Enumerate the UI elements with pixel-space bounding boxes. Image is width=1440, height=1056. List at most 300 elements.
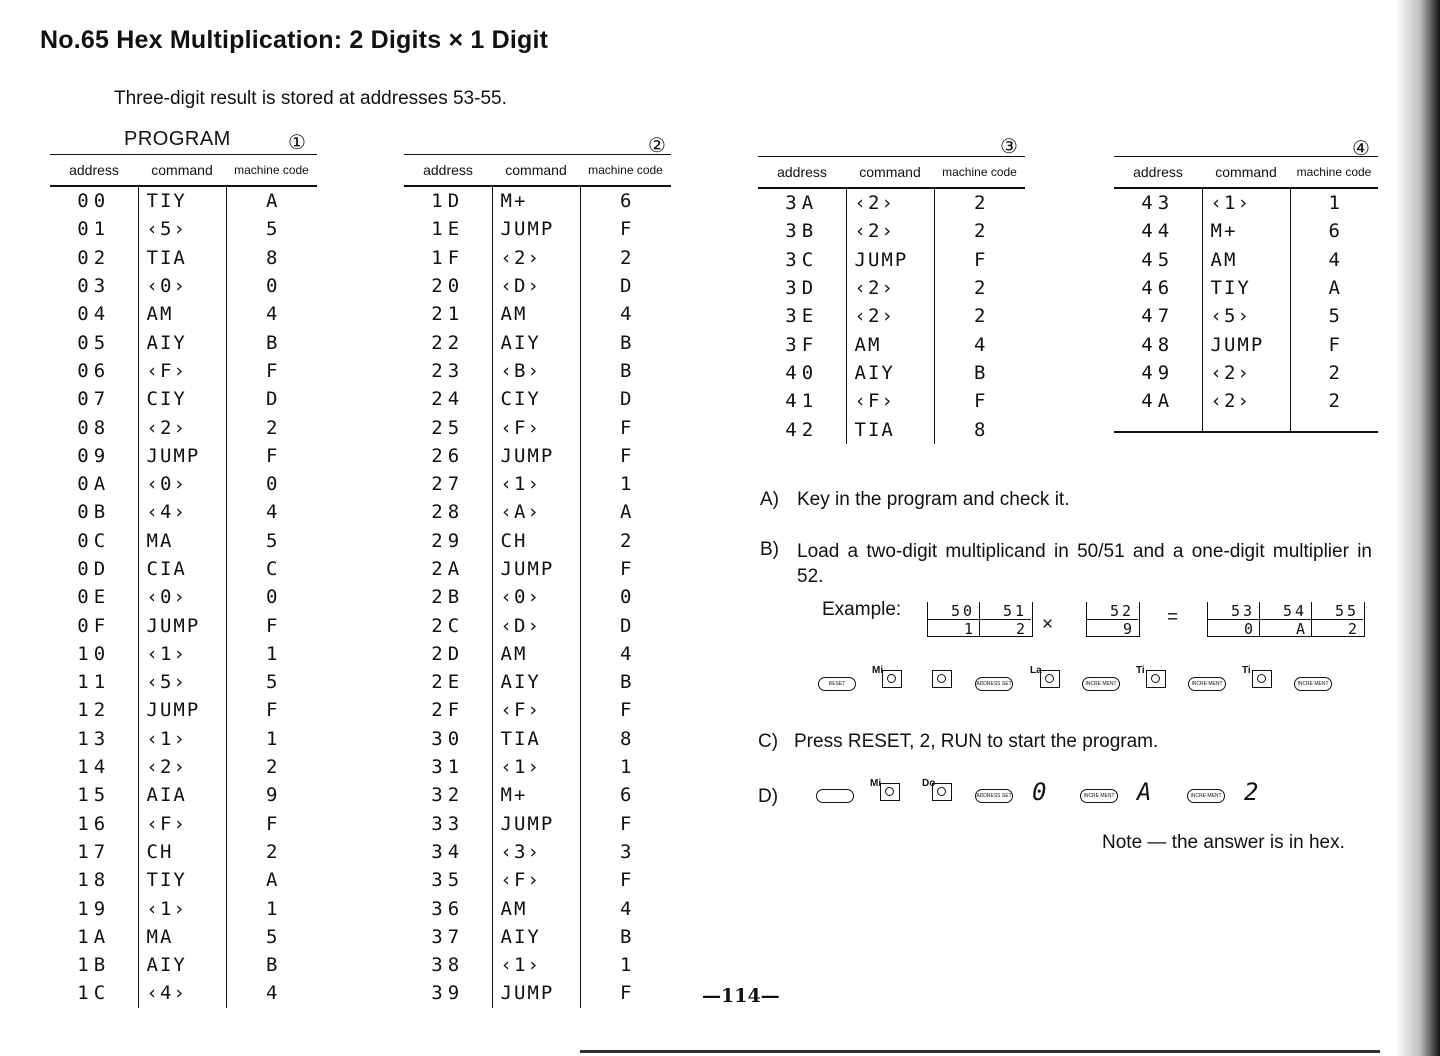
cell-machine-code: 8 (266, 246, 278, 269)
cell-address: 1B (50, 951, 138, 979)
cell-command: ‹0› (138, 583, 226, 611)
program-table-2 (404, 154, 671, 1008)
increment-key-d2: INCRE MENT (1187, 789, 1225, 803)
step-a-label: A) (760, 489, 779, 510)
example-value: A (1295, 620, 1305, 638)
table-row (50, 527, 317, 555)
cell-machine-code: 2 (974, 220, 986, 243)
display-digit-2: A (1137, 778, 1152, 806)
example-cell (1312, 602, 1363, 636)
cell-address: 1A (50, 923, 138, 951)
table-row (50, 272, 317, 300)
cell-address: 08 (50, 413, 138, 441)
cell-address: 26 (404, 442, 492, 470)
cell-command: JUMP (846, 246, 934, 274)
table-row (758, 274, 1025, 302)
cell-address: 48 (1114, 330, 1202, 358)
cell-address: 43 (1114, 188, 1202, 217)
table-row (404, 385, 671, 413)
example-address: 55 (1334, 602, 1359, 620)
cell-command: ‹F› (138, 357, 226, 385)
cell-address: 28 (404, 498, 492, 526)
header-address: address (50, 155, 138, 187)
cell-machine-code: 4 (620, 897, 632, 920)
cell-address: 3E (758, 302, 846, 330)
cell-address: 10 (50, 640, 138, 668)
cell-machine-code: 3 (620, 840, 632, 863)
table-row (404, 753, 671, 781)
table-row (50, 413, 317, 441)
cell-command: ‹2› (492, 244, 580, 272)
example-value: 1 (963, 620, 973, 638)
cell-command: ‹1› (492, 951, 580, 979)
table-row (404, 470, 671, 498)
cell-machine-code: 5 (266, 671, 278, 694)
cell-command: ‹D› (492, 611, 580, 639)
cell-address: 36 (404, 894, 492, 922)
cell-command: ‹1› (138, 725, 226, 753)
step-b-text: Load a two-digit multiplicand in 50/51 and a one-digit multiplier in 52. (797, 541, 1372, 587)
page-title: No.65 Hex Multiplication: 2 Digits × 1 Digit (40, 26, 549, 54)
table-row (1114, 302, 1378, 330)
cell-machine-code: 2 (974, 192, 986, 215)
cell-command: M+ (1202, 217, 1290, 245)
cell-command: ‹F› (492, 413, 580, 441)
table-row (404, 894, 671, 922)
cell-address: 21 (404, 300, 492, 328)
cell-machine-code: 4 (1328, 248, 1340, 271)
cell-machine-code: 5 (266, 925, 278, 948)
step-a-text: Key in the program and check it. (797, 489, 1070, 510)
page-bottom-edge (580, 1050, 1380, 1053)
cell-command: ‹2› (846, 188, 934, 217)
cell-machine-code: B (974, 361, 986, 384)
cell-machine-code: 2 (620, 529, 632, 552)
header-address: address (758, 157, 846, 189)
cell-machine-code: F (620, 869, 632, 892)
key-0 (922, 668, 954, 692)
cell-machine-code: D (266, 388, 278, 411)
cell-machine-code: A (1328, 277, 1340, 300)
cell-command: TIY (1202, 274, 1290, 302)
example-address: 54 (1282, 602, 1307, 620)
cell-address: 02 (50, 244, 138, 272)
cell-command: MA (138, 923, 226, 951)
table-row (404, 810, 671, 838)
program-table-1 (50, 154, 317, 1008)
cell-address: 0F (50, 611, 138, 639)
table-row (50, 498, 317, 526)
cell-command: M+ (492, 781, 580, 809)
cell-machine-code: A (266, 190, 278, 213)
table-row (404, 555, 671, 583)
cell-command: AIY (492, 668, 580, 696)
cell-command: M+ (492, 186, 580, 215)
cell-command: JUMP (138, 442, 226, 470)
cell-command: ‹2› (846, 217, 934, 245)
cell-machine-code: B (620, 671, 632, 694)
cell-address: 23 (404, 357, 492, 385)
table-row (50, 186, 317, 215)
cell-command: TIA (138, 244, 226, 272)
cell-command: AIY (138, 951, 226, 979)
table-row (758, 330, 1025, 358)
cell-command: JUMP (492, 810, 580, 838)
table-row (404, 866, 671, 894)
header-command: command (846, 157, 934, 189)
cell-address: 34 (404, 838, 492, 866)
table-row (50, 215, 317, 243)
key-do-d: Do (922, 781, 954, 805)
cell-command: ‹5› (138, 668, 226, 696)
cell-machine-code: 9 (266, 784, 278, 807)
key-1-la: La (1030, 668, 1062, 692)
cell-command: ‹2› (1202, 387, 1290, 415)
header-command: command (138, 155, 226, 187)
cell-command: AM (492, 640, 580, 668)
cell-machine-code: F (1328, 333, 1340, 356)
page-edge-shadow (1376, 0, 1440, 1056)
cell-address: 05 (50, 328, 138, 356)
header-machine-code: machine code (1290, 157, 1378, 189)
table-row (50, 696, 317, 724)
table-row (50, 470, 317, 498)
cell-address: 01 (50, 215, 138, 243)
cell-address: 0A (50, 470, 138, 498)
cell-machine-code: F (620, 558, 632, 580)
cell-address: 2A (404, 555, 492, 583)
table-row (404, 838, 671, 866)
table-row (50, 300, 317, 328)
table-row (404, 272, 671, 300)
example-label: Example: (822, 599, 902, 620)
cell-command: ‹2› (846, 274, 934, 302)
cell-command: ‹2› (1202, 359, 1290, 387)
cell-address: 4A (1114, 387, 1202, 415)
cell-machine-code: F (266, 444, 278, 467)
table-row (1114, 274, 1378, 302)
cell-machine-code: 2 (974, 277, 986, 300)
cell-address: 0B (50, 498, 138, 526)
cell-address: 1F (404, 244, 492, 272)
cell-address: 2E (404, 668, 492, 696)
cell-command: AIY (846, 359, 934, 387)
example-address: 52 (1109, 602, 1134, 620)
table-row (50, 866, 317, 894)
table-row (404, 923, 671, 951)
cell-machine-code: A (266, 869, 278, 892)
cell-address: 1E (404, 215, 492, 243)
table-row (1114, 387, 1378, 415)
cell-command: AIA (138, 781, 226, 809)
table-row (758, 359, 1025, 387)
cell-command: ‹2› (846, 302, 934, 330)
cell-address: 16 (50, 810, 138, 838)
example-value: 9 (1122, 620, 1132, 638)
table-row (1114, 217, 1378, 245)
cell-machine-code: F (620, 416, 632, 439)
cell-machine-code: 6 (620, 784, 632, 807)
cell-address: 2F (404, 696, 492, 724)
cell-address: 13 (50, 725, 138, 753)
example-cell (1208, 602, 1260, 636)
cell-machine-code: F (620, 444, 632, 467)
cell-machine-code: F (620, 812, 632, 835)
cell-machine-code: 1 (620, 473, 632, 496)
cell-command: CIA (138, 555, 226, 583)
table-row (50, 328, 317, 356)
cell-address: 3F (758, 330, 846, 358)
cell-command: ‹1› (138, 640, 226, 668)
cell-address: 12 (50, 696, 138, 724)
cell-address: 32 (404, 781, 492, 809)
cell-command: ‹4› (138, 498, 226, 526)
cell-machine-code: D (620, 614, 632, 637)
cell-machine-code: B (620, 925, 632, 948)
cell-address: 1C (50, 979, 138, 1007)
cell-address: 19 (50, 894, 138, 922)
cell-command: ‹1› (1202, 188, 1290, 217)
cell-machine-code: 4 (974, 333, 986, 356)
cell-machine-code: 5 (266, 529, 278, 552)
cell-address: 04 (50, 300, 138, 328)
incr-key: INCRE MENT (1082, 677, 1120, 691)
key-9-mi: Mi (872, 668, 904, 692)
cell-machine-code: 4 (620, 642, 632, 665)
cell-address: 22 (404, 328, 492, 356)
example-cell (928, 602, 980, 636)
cell-command: ‹2› (138, 753, 226, 781)
cell-machine-code: 8 (974, 418, 986, 441)
table-row (404, 725, 671, 753)
cell-address: 27 (404, 470, 492, 498)
cell-machine-code: F (620, 699, 632, 722)
table-row (50, 640, 317, 668)
increment-key-d1: INCRE MENT (1080, 789, 1118, 803)
cell-command: ‹5› (138, 215, 226, 243)
header-address: address (404, 155, 492, 187)
cell-command: JUMP (1202, 330, 1290, 358)
step-c-label: C) (758, 731, 779, 752)
cell-command: ‹3› (492, 838, 580, 866)
table-row (50, 810, 317, 838)
table-row (404, 357, 671, 385)
page-subtitle: Three-digit result is stored at addresses 53-55. (114, 88, 507, 109)
cell-machine-code: 4 (620, 303, 632, 326)
cell-address: 31 (404, 753, 492, 781)
cell-machine-code: 1 (1328, 192, 1340, 215)
cell-address: 07 (50, 385, 138, 413)
address-set-key: ADDRESS SET (975, 677, 1013, 691)
table-row (404, 583, 671, 611)
table-row (404, 527, 671, 555)
table-row (50, 244, 317, 272)
table-row (404, 413, 671, 441)
cell-machine-code: 8 (620, 727, 632, 750)
cell-address: 2B (404, 583, 492, 611)
table-row (50, 357, 317, 385)
header-command: command (1202, 157, 1290, 189)
cell-address: 11 (50, 668, 138, 696)
cell-machine-code: F (974, 390, 986, 413)
cell-machine-code: 1 (266, 642, 278, 665)
cell-address: 3C (758, 246, 846, 274)
cell-address: 17 (50, 838, 138, 866)
cell-machine-code: 0 (266, 473, 278, 496)
table-row (758, 188, 1025, 217)
cell-machine-code: 1 (266, 727, 278, 750)
cell-address: 33 (404, 810, 492, 838)
example-value: 2 (1015, 620, 1025, 638)
table-row (50, 668, 317, 696)
cell-machine-code: 1 (620, 954, 632, 977)
cell-address: 15 (50, 781, 138, 809)
cell-command: TIA (492, 725, 580, 753)
cell-machine-code: F (266, 812, 278, 835)
table-number-3: ③ (1000, 136, 1018, 158)
equals-sign: = (1167, 607, 1179, 628)
cell-machine-code: F (620, 218, 632, 241)
table-row (50, 894, 317, 922)
cell-machine-code: B (266, 331, 278, 354)
cell-machine-code: F (620, 982, 632, 1005)
table-row (758, 246, 1025, 274)
cell-machine-code: B (620, 359, 632, 382)
table-row (404, 640, 671, 668)
table-row (50, 385, 317, 413)
table-row (50, 979, 317, 1007)
cell-command: ‹B› (492, 357, 580, 385)
table-row (50, 781, 317, 809)
example-multiplier (1086, 602, 1140, 637)
table-row (1114, 246, 1378, 274)
cell-command: ‹1› (492, 753, 580, 781)
example-address: 53 (1230, 602, 1255, 620)
cell-address: 42 (758, 415, 846, 443)
cell-address: 06 (50, 357, 138, 385)
cell-command: ‹2› (138, 413, 226, 441)
cell-address: 2D (404, 640, 492, 668)
table-row (50, 583, 317, 611)
example-cell (1260, 602, 1312, 636)
table-row (404, 696, 671, 724)
cell-address: 03 (50, 272, 138, 300)
cell-address: 3A (758, 188, 846, 217)
example-address: 50 (950, 602, 975, 620)
cell-command: TIY (138, 186, 226, 215)
times-sign: × (1042, 614, 1054, 635)
table-row (1114, 330, 1378, 358)
cell-address: 41 (758, 387, 846, 415)
step-c-text: Press RESET, 2, RUN to start the program. (794, 731, 1159, 752)
table-row (404, 611, 671, 639)
example-multiplicand (927, 602, 1033, 637)
cell-command: ‹F› (138, 810, 226, 838)
cell-command: ‹D› (492, 272, 580, 300)
cell-machine-code: C (266, 558, 278, 580)
cell-command: AM (492, 894, 580, 922)
table-number-1: ① (288, 132, 306, 154)
cell-command: ‹F› (846, 387, 934, 415)
cell-address: 38 (404, 951, 492, 979)
table-row (50, 555, 317, 583)
cell-machine-code: F (974, 248, 986, 271)
program-table-4 (1114, 156, 1378, 433)
table-row (50, 838, 317, 866)
program-table-3 (758, 156, 1025, 444)
table-row (1114, 359, 1378, 387)
display-digit-3: 2 (1244, 778, 1259, 806)
cell-command: JUMP (492, 442, 580, 470)
cell-machine-code: 5 (266, 218, 278, 241)
table-row (404, 300, 671, 328)
table-row (50, 951, 317, 979)
cell-machine-code: 1 (620, 756, 632, 779)
cell-address: 18 (50, 866, 138, 894)
cell-machine-code: 2 (1328, 390, 1340, 413)
cell-command: AM (1202, 246, 1290, 274)
cell-machine-code: F (266, 699, 278, 722)
cell-address: 25 (404, 413, 492, 441)
cell-machine-code: B (266, 954, 278, 977)
example-cell (1087, 602, 1138, 636)
example-value: 0 (1243, 620, 1253, 638)
table-row (758, 387, 1025, 415)
increment-key: INCRE MENT (1188, 677, 1226, 691)
cell-address: 45 (1114, 246, 1202, 274)
header-command: command (492, 155, 580, 187)
header-machine-code: machine code (226, 155, 317, 187)
key-9-ti: Ti (1242, 668, 1274, 692)
table-row (1114, 188, 1378, 217)
cell-machine-code: 2 (620, 246, 632, 269)
cell-address: 29 (404, 527, 492, 555)
cell-address: 49 (1114, 359, 1202, 387)
cell-command: AIY (492, 328, 580, 356)
cell-command: ‹F› (492, 696, 580, 724)
cell-machine-code: 4 (266, 303, 278, 326)
cell-machine-code: 2 (266, 840, 278, 863)
table-row (404, 244, 671, 272)
cell-address: 46 (1114, 274, 1202, 302)
table-number-2: ② (648, 135, 666, 157)
table-row (404, 781, 671, 809)
cell-address: 35 (404, 866, 492, 894)
cell-command: AIY (492, 923, 580, 951)
cell-address: 00 (50, 186, 138, 215)
cell-command: ‹1› (492, 470, 580, 498)
header-machine-code: machine code (580, 155, 671, 187)
page-number: —114— (702, 985, 780, 1007)
table-row (404, 951, 671, 979)
note: Note — the answer is in hex. (1102, 832, 1345, 853)
cell-command: ‹A› (492, 498, 580, 526)
cell-machine-code: D (620, 275, 632, 298)
cell-machine-code: D (620, 388, 632, 411)
cell-machine-code: 5 (1328, 305, 1340, 328)
address-set-key-d: ADDRESS SET (975, 789, 1013, 803)
cell-machine-code: 2 (1328, 361, 1340, 384)
cell-command: ‹1› (138, 894, 226, 922)
cell-machine-code: 0 (266, 586, 278, 609)
cell-command: TIY (138, 866, 226, 894)
table-row (50, 725, 317, 753)
cell-address: 37 (404, 923, 492, 951)
step-d-label: D) (758, 786, 779, 807)
table-row (50, 923, 317, 951)
table-row (758, 415, 1025, 443)
cell-machine-code: A (620, 501, 632, 524)
